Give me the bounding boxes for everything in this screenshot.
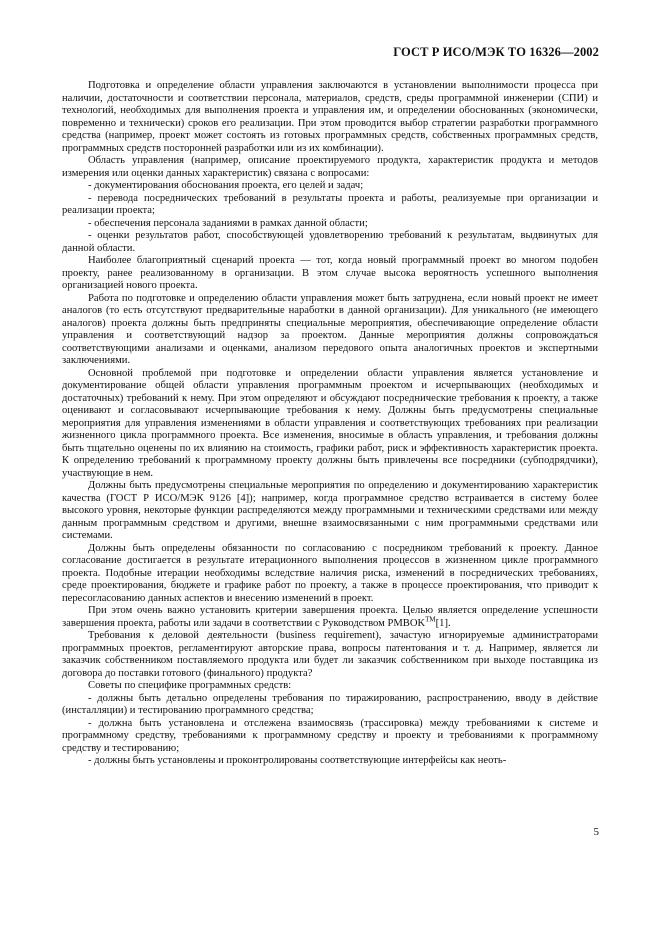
list-item: - обеспечения персонала заданиями в рамках данной области;: [88, 217, 368, 229]
paragraph-pmbok-text: При этом очень важно установить критерии завершения проекта. Целью является определение успешности завершения проекта, работы или задачи в соответствии с Руководством PMBOK: [62, 605, 598, 629]
list-item: - должны быть установлены и проконтролированы соответствующие интерфейсы как неоть-: [88, 755, 507, 766]
document-header: ГОСТ Р ИСО/МЭК ТО 16326—2002: [393, 45, 599, 59]
trademark-sup: TM: [425, 614, 436, 623]
paragraph: Должны быть определены обязанности по согласованию с посредником требований к проекту. Данное согласование достигается в результате итерационного выполнения процессов в жизненном цикле программного проекта. Подобные итерации необходимы вследствие наличия риска, изменений в посреднических требованиях, среде проектирования, бюджете и графике работ по проекту, а также в процессе проектирования, что приводит к пересогласованию данных аспектов и внесению изменений в проект.: [62, 542, 598, 604]
document-body: [62, 80, 598, 768]
paragraph: Подготовка и определение области управления заключаются в установлении выполнимости процесса при наличии, достаточности и соответствии персонала, материалов, средств, среды программной инженерии (СПИ) и технологий, необходимых для выполнения проекта и управления им, и определении обоснованных (экономически, повременно и технически) сроков его реализации. При этом проводится выбор стратегии разработки программного средства (например, проект может состоять из готовых программных средств, собственных программных средств, программных средств посторонней разработки или из их комбинации).: [62, 80, 598, 154]
reference: [1].: [435, 617, 451, 629]
list-item: - должна быть установлена и отслежена взаимосвязь (трассировка) между требованиями к системе и программному средству, требованиями к программному средству и проекту и требованиями к программному средству и тестированию;: [62, 717, 598, 754]
paragraph: Область управления (например, описание проектируемого продукта, характеристик продукта и методов измерения или оценки данных характеристик) связана с вопросами:: [62, 155, 598, 179]
paragraph: Советы по специфике программных средств:: [88, 680, 292, 691]
paragraph: Работа по подготовке и определению области управления может быть затруднена, если новый проект не имеет аналогов (то есть отсутствуют предварительные наработки в данной организации). Для уникального (не имеющего аналогов) проекта должны быть предприняты специальные мероприятия, обеспечивающие определение области управления и соответствующий надзор за проектом. Данные мероприятия должны сопровождаться соответствующими анализами и оценками, анализом передового опыта аналогичных проектов и экспертными заключениями.: [62, 292, 598, 366]
paragraph: Основной проблемой при подготовке и определении области управления является установление и документирование общей области управления программным проектом и исчерпывающих (необходимых и достаточных) требований к нему. При этом определяют и обсуждают посреднические требования к проекту, а также оценивают и согласовывают исчерпывающие требования к нему. Должны быть предусмотрены специальные мероприятия для управления изменениями в области управления и соответствующих требованиях при реализации жизненного цикла программного проекта. Все изменения, вносимые в область управления, и требования должны быть тщательно оценены по их влиянию на стоимость, графики работ, риск и эффективность характеристик проекта. К определению требований к программному проекту должны быть привлечены все посредники (субподрядчики), участвующие в нем.: [62, 367, 598, 479]
list-item: - перевода посреднических требований в результаты проекта и работы, реализуемые при организации и реализации проекта;: [62, 192, 598, 216]
list-item: - оценки результатов работ, способствующей удовлетворению требований к результатам, выдвинутых для данной области.: [62, 230, 598, 254]
list-item: - должны быть детально определены требования по тиражированию, распространению, вводу в действие (инсталляции) и тестированию программного средства;: [62, 692, 598, 716]
paragraph: Требования к деловой деятельности (business requirement), зачастую игнорируемые администраторами программных проектов, регламентируют авторские права, вопросы патентования и т. д. Например, является ли заказчик собственником поставляемого продукта или будет ли заказчик собственником при выходе поставщика из договора до поставки готового (финального) продукта?: [62, 630, 598, 679]
page-number: 5: [593, 826, 599, 838]
paragraph-pmbok: [62, 605, 598, 630]
list-item: - документирования обоснования проекта, его целей и задач;: [88, 180, 364, 191]
paragraph: Должны быть предусмотрены специальные мероприятия по определению и документированию характеристик качества (ГОСТ Р ИСО/МЭК 9126 [4]); например, когда программное средство встраивается в систему более высокого уровня, некоторые функции распределяются между программными и техническими средствами или между данным программным средством и другими, внешне взаимосвязанными с ним программными средствами или системами.: [62, 480, 598, 541]
paragraph: Наиболее благоприятный сценарий проекта — тот, когда новый программный проект во многом подобен проекту, ранее реализованному в организации. В этом случае высока вероятность успешного выполнения организацией нового проекта.: [62, 255, 598, 291]
